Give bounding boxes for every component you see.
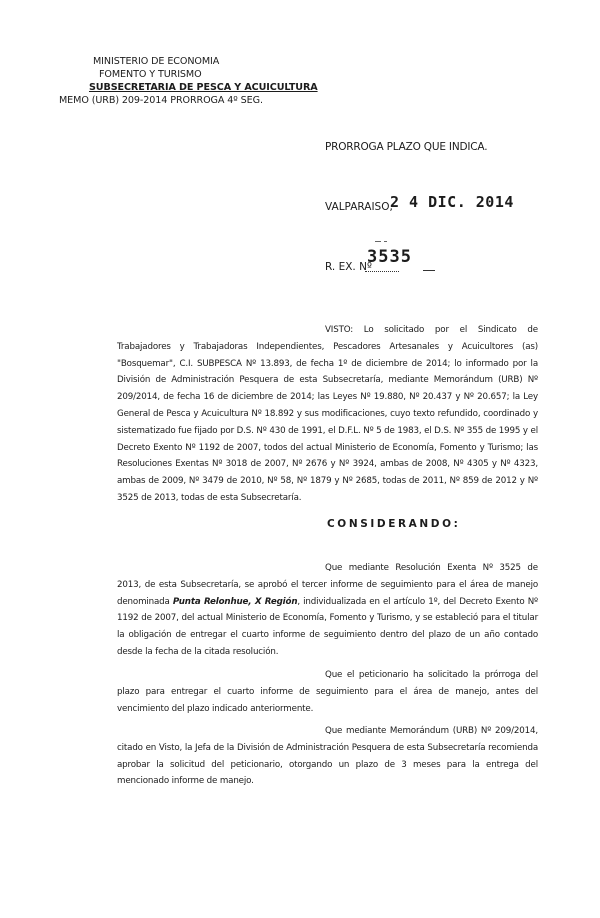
stamp-mark bbox=[384, 241, 387, 242]
ministry-name: MINISTERIO DE ECONOMIA bbox=[93, 56, 220, 67]
considerando-heading: CONSIDERANDO: bbox=[327, 518, 461, 530]
considerando-paragraph-2: Que el peticionario ha solicitado la prórroga del plazo para entregar el cuarto informe de seguimiento para el área de manejo, antes del vencimiento del plazo indicado anteriormente. bbox=[117, 670, 538, 714]
date-stamp: 2 4 DIC. 2014 bbox=[390, 193, 514, 211]
considerando-1-text-b: , individualizada en el artículo 1º, del Decreto Exento Nº 1192 de 2007, del actual Ministerio de Economía, Fomento y Turismo, y se estableció para el titular la obligación de entregar el cuarto informe de seguimiento dentro del plazo de un año contado desde la fecha de la citada resolución. bbox=[117, 596, 538, 657]
resolution-number: 3535 bbox=[367, 247, 412, 267]
considerando-1-text-a: Que mediante Resolución Exenta Nº 3525 de 2013, de esta Subsecretaría, se aprobó el tercer informe de seguimiento para el área de manejo denominada bbox=[117, 563, 538, 607]
resolution-underline bbox=[365, 271, 399, 272]
department-name: SUBSECRETARIA DE PESCA Y ACUICULTURA bbox=[89, 82, 318, 93]
management-area-name: Punta Relonhue, X Región bbox=[172, 596, 298, 607]
visto-paragraph: VISTO: Lo solicitado por el Sindicato de Trabajadores y Trabajadoras Independientes, Pescadores Artesanales y Acuicultores (as) "Bosquemar", C.I. SUBPESCA Nº 13.893, de fecha 1º de diciembre de 2014; lo informado por la División de Administración Pesquera de esta Subsecretaría, mediante Memorándum (URB) Nº 209/2014, de fecha 16 de diciembre de 2014; las Leyes Nº 19.880, Nº 20.437 y Nº 20.657; la Ley General de Pesca y Acuicultura Nº 18.892 y sus modificaciones, cuyo texto refundido, coordinado y sistematizado fue fijado por D.S. Nº 430 de 1991, el D.F.L. Nº 5 de 1983, el D.S. Nº 355 de 1995 y el Decreto Exento Nº 1192 de 2007, todos del actual Ministerio de Economía, Fomento y Turismo; las Resoluciones Exentas Nº 3018 de 2007, Nº 2676 y Nº 3924, ambas de 2008, Nº 4305 y Nº 4323, ambas de 2009, Nº 3479 de 2010, Nº 58, Nº 1879 y Nº 2685, todas de 2011, Nº 859 de 2012 y Nº 3525 de 2013, todas de esta Subsecretaría. bbox=[117, 325, 538, 503]
stamp-mark bbox=[375, 241, 381, 242]
place-label: VALPARAISO, bbox=[325, 201, 393, 213]
resolution-label: R. EX. Nº bbox=[325, 261, 372, 273]
memo-reference: MEMO (URB) 209-2014 PRORROGA 4º SEG. bbox=[59, 95, 263, 106]
considerando-paragraph-1 bbox=[117, 560, 538, 661]
considerando-paragraph-3: Que mediante Memorándum (URB) Nº 209/2014, citado en Visto, la Jefa de la División de Administración Pesquera de esta Subsecretaría recomienda aprobar la solicitud del peticionario, otorgando un plazo de 3 meses para la entrega del mencionado informe de manejo. bbox=[117, 726, 538, 787]
resolution-dash bbox=[423, 270, 435, 271]
ministry-subtitle: FOMENTO Y TURISMO bbox=[99, 69, 202, 80]
document-reference: PRORROGA PLAZO QUE INDICA. bbox=[325, 141, 488, 153]
